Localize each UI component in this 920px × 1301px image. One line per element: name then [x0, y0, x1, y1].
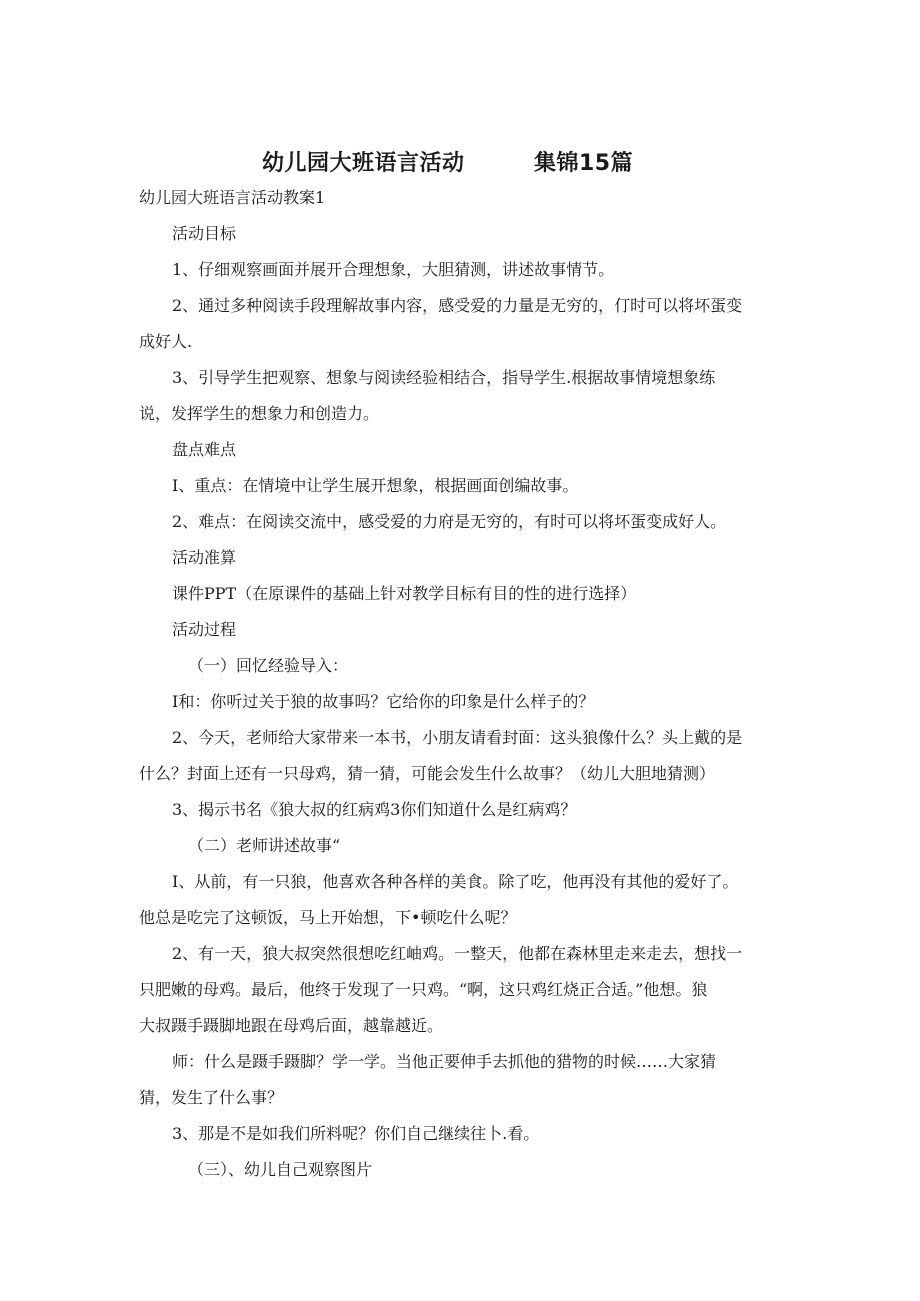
paragraph-line: I和：你听过关于狼的故事吗？它给你的印象是什么样子的？	[172, 692, 595, 711]
heading-key-points: 盘点难点	[172, 440, 237, 459]
title-part-1: 幼儿园大班语言活动	[262, 151, 465, 176]
paragraph-line: 2、难点：在阅读交流中，感受爱的力府是无穷的，有时可以将坏蛋变成好人。	[172, 512, 727, 531]
paragraph-line: 什么？封面上还有一只母鸡，猜一猜，可能会发生什么故事？（幼儿大胆地猜测）	[139, 764, 716, 783]
subheading: （一）回忆经验导入：	[188, 656, 349, 675]
paragraph-line: 课件PPT（在原课件的基础上针对教学目标有目的性的进行选择）	[172, 584, 637, 603]
paragraph-line: 师：什么是蹑手蹑脚？学一学。当他正要伸手去抓他的猎物的时候……大家猜	[172, 1052, 717, 1071]
paragraph-line: 2、今天，老师给大家带来一本书，小朋友请看封面：这头狼像什么？头上戴的是	[172, 728, 743, 747]
heading-activity-process: 活动过程	[172, 620, 237, 639]
title-part-2: 集锦15篇	[534, 151, 634, 176]
paragraph-line: 3、引导学生把观察、想象与阅读经验相结合，指导学生.根据故事情境想象练	[172, 368, 716, 387]
paragraph-line: 2、通过多种阅读手段理解故事内容，感受爱的力量是无穷的，仃时可以将坏蛋变	[172, 296, 743, 315]
paragraph-line: 他总是吃完了这顿饭，马上开始想，下•顿吃什么呢？	[139, 908, 517, 927]
subheading: （二）老师讲述故事“	[188, 836, 341, 855]
paragraph-line: 1、仔细观察画面并展开合理想象，大胆猜测，讲述故事情节。	[172, 260, 615, 279]
paragraph-line: 说，发挥学生的想象力和创造力。	[139, 404, 380, 423]
paragraph-line: I、从前，有一只狼，他喜欢各种各样的美食。除了吃，他再没有其他的爱好了。	[172, 872, 739, 891]
paragraph-line: I、重点：在情境中让学生展开想象，根据画面创编故事。	[172, 476, 579, 495]
paragraph-line: 猜，发生了什么事？	[139, 1088, 284, 1107]
heading-activity-goals: 活动目标	[172, 224, 237, 243]
section-heading: 幼儿园大班语言活动教案1	[139, 188, 326, 207]
paragraph-line: 3、揭示书名《狼大叔的红病鸡3你们知道什么是红病鸡？	[172, 800, 577, 819]
heading-preparation: 活动准算	[172, 548, 237, 567]
paragraph-line: 3、那是不是如我们所料呢？你们自己继续往卜.看。	[172, 1124, 540, 1143]
paragraph-line: 只肥嫩的母鸡。最后，他终于发现了一只鸡。“啊，这只鸡红烧正合适。”他想。狼	[139, 980, 708, 999]
paragraph-line: 成好人.	[139, 332, 193, 351]
paragraph-line: 大叔蹑手蹑脚地跟在母鸡后面，越靠越近。	[139, 1016, 444, 1035]
subheading: （三）、幼儿自己观察图片	[188, 1160, 373, 1179]
paragraph-line: 2、有一天，狼大叔突然很想吃红岫鸡。一整天，他都在森林里走来走去，想找一	[172, 944, 743, 963]
